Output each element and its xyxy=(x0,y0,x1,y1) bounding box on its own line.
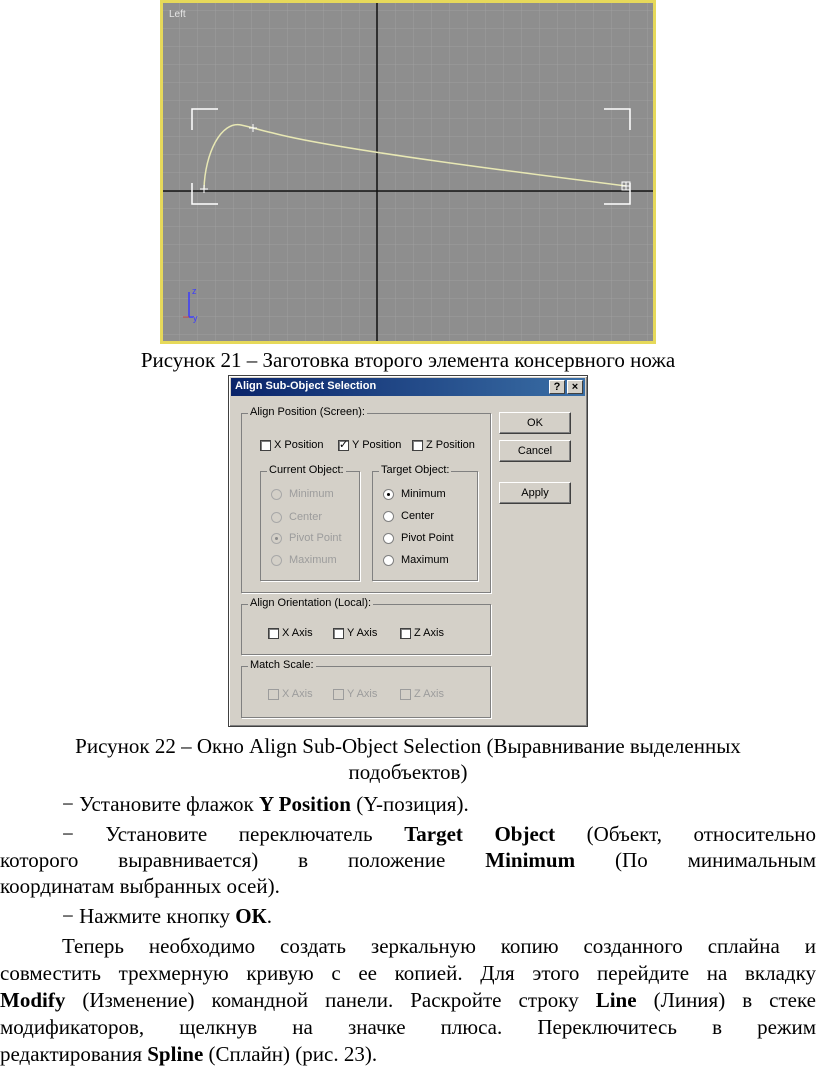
bullet-3-text: Нажмите кнопку xyxy=(79,904,236,928)
current-maximum-radio[interactable] xyxy=(271,554,337,566)
current-center-dot[interactable] xyxy=(271,512,282,523)
target-center-radio[interactable] xyxy=(383,510,434,522)
current-maximum-dot[interactable] xyxy=(271,555,282,566)
align-position-label: Align Position (Screen): xyxy=(250,406,365,418)
orient-x-axis-box[interactable] xyxy=(268,628,279,639)
orient-y-axis-text: Y Axis xyxy=(347,627,378,639)
scale-x-axis-box[interactable] xyxy=(268,689,279,700)
target-minimum-dot[interactable] xyxy=(383,489,394,500)
x-position-checkbox[interactable] xyxy=(260,439,324,451)
bullet-2-text: Установите переключатель xyxy=(105,822,405,846)
scale-z-axis-checkbox[interactable] xyxy=(400,688,444,700)
dialog-titlebar[interactable] xyxy=(231,378,585,396)
scale-z-axis-box[interactable] xyxy=(400,689,411,700)
current-center-radio[interactable] xyxy=(271,511,322,523)
bullet-3-post: . xyxy=(266,904,273,928)
paragraph-line: Line xyxy=(595,988,637,1012)
current-pivot-point-dot[interactable] xyxy=(271,533,282,544)
target-center-dot[interactable] xyxy=(383,511,394,522)
bullet-2-line3: координатам выбранных осей). xyxy=(0,874,280,898)
close-button[interactable]: × xyxy=(567,380,583,394)
bullet-1-bold: Y Position xyxy=(258,792,351,816)
left-viewport[interactable] xyxy=(160,0,656,344)
paragraph-line5-post: (Сплайн) (рис. 23). xyxy=(203,1042,378,1066)
target-object-group xyxy=(372,464,478,581)
paragraph-line3 xyxy=(0,987,816,1013)
axis-y-label: y xyxy=(193,313,198,323)
apply-button[interactable]: Apply xyxy=(499,482,571,504)
axis-z-label: z xyxy=(192,286,197,296)
scale-x-axis-text: X Axis xyxy=(282,688,313,700)
target-minimum-radio[interactable] xyxy=(383,488,446,500)
bullet-1 xyxy=(0,791,816,817)
align-orientation-group xyxy=(241,597,491,655)
scale-x-axis-checkbox[interactable] xyxy=(268,688,313,700)
bullet-2-line2-pre: которого выравнивается) в положение xyxy=(0,848,486,872)
bullet-3 xyxy=(0,903,816,929)
scale-y-axis-box[interactable] xyxy=(333,689,344,700)
target-minimum-text: Minimum xyxy=(401,488,446,500)
orient-z-axis-checkbox[interactable] xyxy=(400,627,444,639)
orient-y-axis-checkbox[interactable] xyxy=(333,627,377,639)
paragraph-line4: модификаторов, щелкнув на значке плюса. Переключитесь в режим xyxy=(0,1015,816,1039)
bullet-1-dash: − xyxy=(62,792,74,816)
target-maximum-radio[interactable] xyxy=(383,554,449,566)
y-position-box[interactable]: ✓ xyxy=(339,438,349,451)
target-pivot-point-radio[interactable] xyxy=(383,532,454,544)
current-object-label: Current Object: xyxy=(269,464,344,476)
current-pivot-point-radio[interactable] xyxy=(271,532,342,544)
current-maximum-text: Maximum xyxy=(289,554,337,566)
paragraph-line1: Теперь необходимо создать зеркальную копию созданного сплайна и xyxy=(62,934,816,958)
bullet-2-line2 xyxy=(0,847,816,873)
viewport-grid xyxy=(163,3,653,341)
orient-x-axis-checkbox[interactable] xyxy=(268,627,313,639)
target-object-label: Target Object: xyxy=(381,464,450,476)
align-orientation-label: Align Orientation (Local): xyxy=(250,597,372,609)
figure22-caption-line2: подобъектов) xyxy=(348,760,468,784)
orient-y-axis-box[interactable] xyxy=(333,628,344,639)
paragraph-spline: Spline xyxy=(147,1042,204,1066)
dialog-title: Align Sub-Object Selection xyxy=(235,380,377,392)
bullet-1-text: Установите флажок xyxy=(79,792,259,816)
bullet-2-line1 xyxy=(0,821,816,847)
z-position-box[interactable] xyxy=(412,440,423,451)
ok-button[interactable]: OK xyxy=(499,412,571,434)
cancel-button[interactable]: Cancel xyxy=(499,440,571,462)
paragraph-line3-mid: (Изменение) командной панели. Раскройте строку xyxy=(65,988,596,1012)
z-position-checkbox[interactable] xyxy=(412,439,475,451)
match-scale-label: Match Scale: xyxy=(250,659,314,671)
x-position-text: X Position xyxy=(274,439,324,451)
scale-y-axis-text: Y Axis xyxy=(347,688,378,700)
current-center-text: Center xyxy=(289,511,323,523)
current-pivot-point-text: Pivot Point xyxy=(289,532,342,544)
bullet-2-bold1: Target Object xyxy=(404,822,556,846)
target-pivot-point-dot[interactable] xyxy=(383,533,394,544)
target-maximum-dot[interactable] xyxy=(383,555,394,566)
bullet-3-bold: ОК xyxy=(235,904,267,928)
align-position-group xyxy=(241,406,491,593)
bullet-2-mid: (Объект, относительно xyxy=(555,822,816,846)
bullet-2-bold2: Minimum xyxy=(485,848,576,872)
bullet-3-dash: − xyxy=(62,904,74,928)
bullet-1-post: (Y-позиция). xyxy=(350,792,469,816)
paragraph-line3-post: (Линия) в стеке xyxy=(636,988,816,1012)
current-minimum-radio[interactable] xyxy=(271,488,334,500)
scale-y-axis-checkbox[interactable] xyxy=(333,688,377,700)
align-sub-object-dialog xyxy=(228,375,588,727)
orient-z-axis-box[interactable] xyxy=(400,628,411,639)
target-center-text: Center xyxy=(401,510,435,522)
bullet-2-dash: − xyxy=(62,822,74,846)
y-position-text: Y Position xyxy=(352,439,402,451)
current-minimum-dot[interactable] xyxy=(271,489,282,500)
orient-z-axis-text: Z Axis xyxy=(414,627,444,639)
current-object-group xyxy=(260,464,360,581)
x-position-box[interactable] xyxy=(260,440,271,451)
paragraph-line5-pre: редактирования xyxy=(0,1042,148,1066)
y-position-checkbox[interactable] xyxy=(338,439,401,451)
figure22-caption-line1: Рисунок 22 – Окно Align Sub-Object Selection (Выравнивание выделенных xyxy=(75,734,741,758)
match-scale-group xyxy=(241,659,491,718)
target-maximum-text: Maximum xyxy=(401,554,449,566)
scale-z-axis-text: Z Axis xyxy=(414,688,444,700)
z-position-text: Z Position xyxy=(426,439,475,451)
orient-x-axis-text: X Axis xyxy=(282,627,313,639)
paragraph-line5 xyxy=(0,1041,816,1067)
target-pivot-point-text: Pivot Point xyxy=(401,532,454,544)
help-button[interactable]: ? xyxy=(549,380,565,394)
current-minimum-text: Minimum xyxy=(289,488,334,500)
figure21-caption: Рисунок 21 – Заготовка второго элемента консервного ножа xyxy=(140,348,676,372)
viewport-canvas xyxy=(163,3,653,341)
bullet-2-line2-post: (По минимальным xyxy=(575,848,816,872)
paragraph-modify: Modify xyxy=(0,988,66,1012)
viewport-label[interactable]: Left xyxy=(169,9,186,20)
paragraph-line2: совместить трехмерную кривую с ее копией. Для этого перейдите на вкладку xyxy=(0,961,816,985)
